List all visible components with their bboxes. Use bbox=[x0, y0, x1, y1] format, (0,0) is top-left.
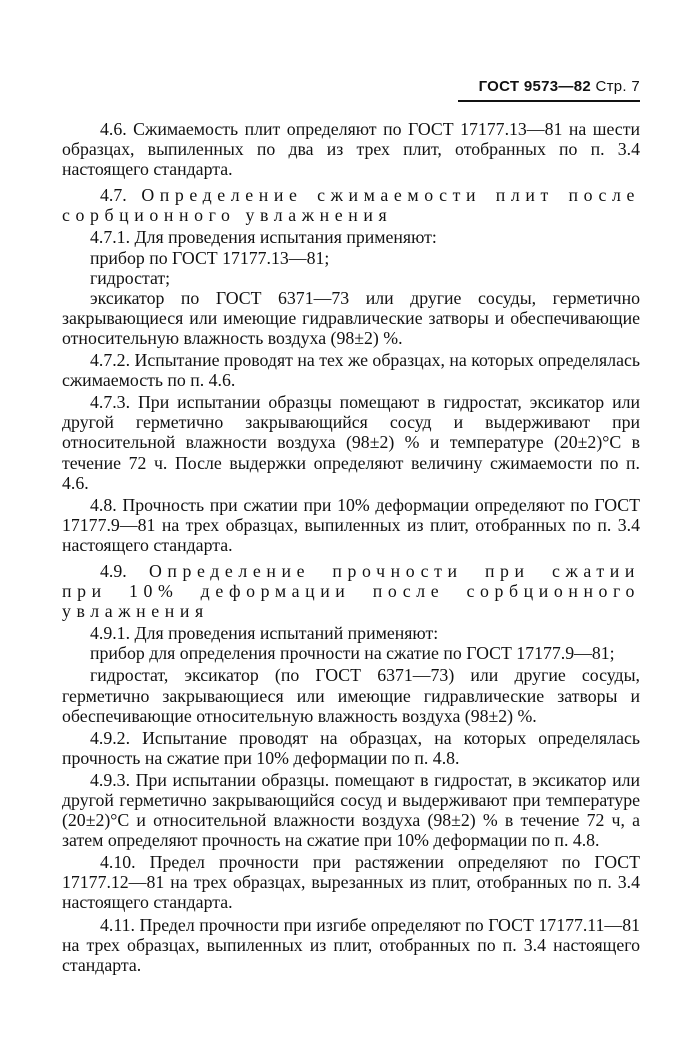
heading-4-9-title: Определение прочности при сжатии при 10% деформации после сорбционного увлажнения bbox=[62, 560, 640, 622]
header-rule bbox=[458, 100, 640, 102]
paragraph-4-7-1: 4.7.1. Для проведения испытания применяют: bbox=[90, 227, 437, 248]
paragraph-4-10: 4.10. Предел прочности при растяжении определяют по ГОСТ 17177.12—81 на трех образцах, вырезанных из плит, отобранных по п. 3.4 настоящего стандарта. bbox=[62, 852, 640, 913]
standard-number: ГОСТ 9573—82 bbox=[478, 78, 591, 95]
paragraph-4-9-1: 4.9.1. Для проведения испытаний применяют: bbox=[90, 623, 439, 644]
list-item-strength-device: прибор для определения прочности на сжатие по ГОСТ 17177.9—81; bbox=[90, 643, 615, 664]
heading-4-9 bbox=[62, 561, 640, 621]
paragraph-4-8: 4.8. Прочность при сжатии при 10% деформации определяют по ГОСТ 17177.9—81 на трех образцах, выпиленных из плит, отобранных по п. 3.4 настоящего стандарта. bbox=[62, 494, 640, 555]
heading-4-9-number: 4.9. bbox=[100, 560, 127, 581]
paragraph-4-7-2: 4.7.2. Испытание проводят на тех же образцах, на которых определялась сжимаемость по п. 4.6. bbox=[62, 350, 640, 391]
heading-4-7 bbox=[62, 185, 640, 225]
paragraph-4-9-2: 4.9.2. Испытание проводят на образцах, на которых определялась прочность на сжатие при 10% деформации по п. 4.8. bbox=[62, 727, 640, 768]
list-item-desiccator: эксикатор по ГОСТ 6371—73 или другие сосуды, герметично закрывающиеся или имеющие гидравлические затворы и обеспечивающие относительную влажность воздуха (98±2) %. bbox=[62, 287, 640, 348]
paragraph-4-6: 4.6. Сжимаемость плит определяют по ГОСТ 17177.13—81 на шести образцах, выпиленных по два из трех плит, отобранных по п. 3.4 настоящего стандарта. bbox=[62, 119, 640, 180]
document-body bbox=[62, 119, 640, 977]
paragraph-4-11: 4.11. Предел прочности при изгибе определяют по ГОСТ 17177.11—81 на трех образцах, выпиленных из плит, отобранных по п. 3.4 настоящего стандарта. bbox=[62, 914, 640, 975]
page-header bbox=[479, 78, 640, 95]
paragraph-4-9-3: 4.9.3. При испытании образцы. помещают в гидростат, в эксикатор или другой герметично закрывающийся сосуд и выдерживают при температуре (20±2)°С и относительной влажности воздуха (98±2) % в течение 72 ч, а затем определяют прочность на сжатие при 10% деформации по п. 4.8. bbox=[62, 769, 640, 851]
heading-4-7-title: Определение сжимаемости плит после сорбционного увлажнения bbox=[62, 185, 641, 226]
list-item-hydrostat: гидростат; bbox=[90, 267, 171, 288]
list-item-device: прибор по ГОСТ 17177.13—81; bbox=[90, 247, 330, 268]
heading-4-7-number: 4.7. bbox=[100, 185, 127, 206]
page-number: Стр. 7 bbox=[595, 78, 640, 95]
list-item-hydrostat-desiccator: гидростат, эксикатор (по ГОСТ 6371—73) или другие сосуды, герметично закрывающиеся или имеющие гидравлические затворы и обеспечивающие относительную влажность воздуха (98±2) %. bbox=[62, 665, 640, 726]
paragraph-4-7-3: 4.7.3. При испытании образцы помещают в гидростат, эксикатор или другой герметично закрывающийся сосуд и выдерживают при относительной влажности воздуха (98±2) % и температуре (20±2)°С в течение 72 ч. После выдержки определяют величину сжимаемости по п. 4.6. bbox=[62, 392, 640, 493]
